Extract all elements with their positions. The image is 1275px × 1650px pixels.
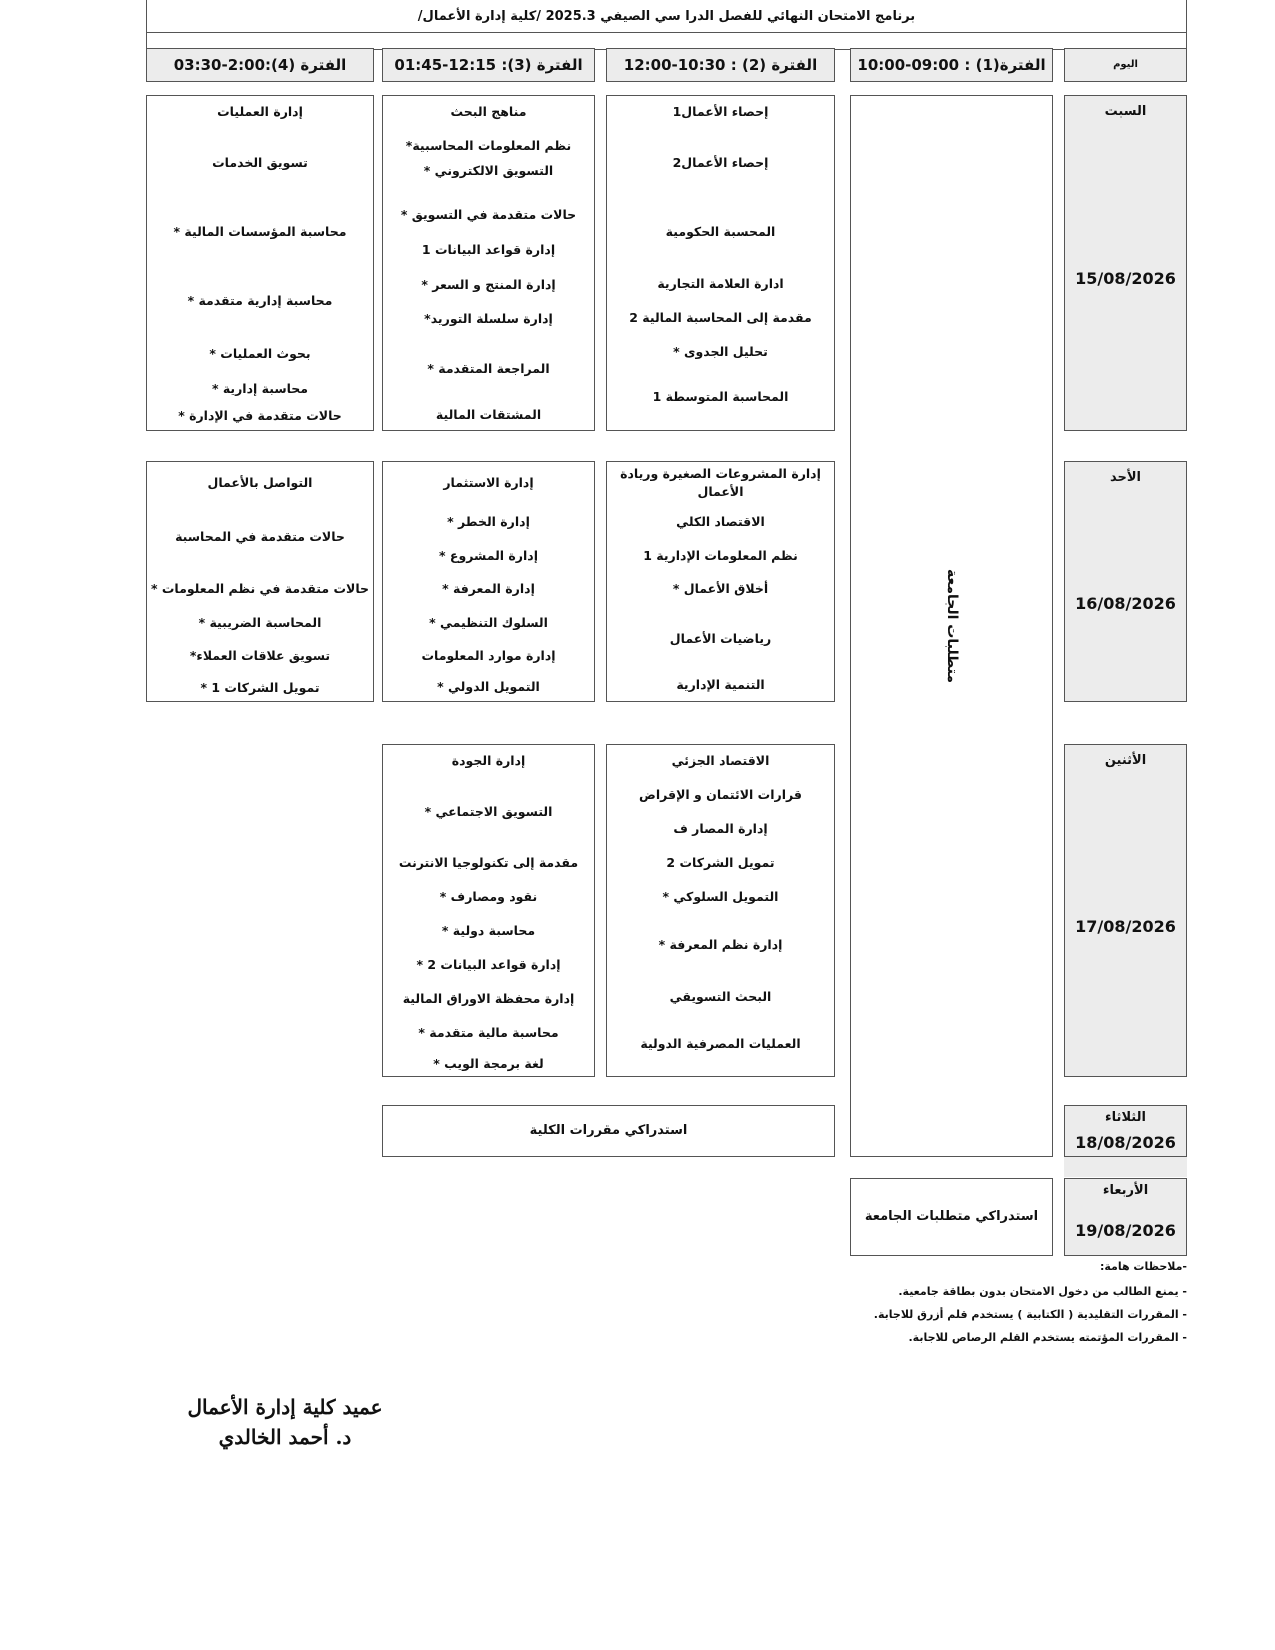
- course-item: إدارة الاستثمار: [443, 475, 534, 490]
- note-item: - يمنع الطالب من دخول الامتحان بدون بطاقة جامعية.: [898, 1285, 1187, 1298]
- course-item: مقدمة إلى تكنولوجيا الانترنت: [398, 855, 579, 870]
- header-period-1: الفترة(1) : 09:00-10:00: [850, 48, 1053, 82]
- course-item: إدارة محفظة الاوراق المالية: [402, 991, 575, 1006]
- page-title: برنامج الامتحان النهائي للفصل الدرا سي الصيفي 2025.3 /كلية إدارة الأعمال/: [146, 0, 1187, 33]
- course-item: إدارة المعرفة *: [442, 581, 535, 596]
- course-item: تسويق علاقات العملاء*: [189, 648, 331, 663]
- signature-block: [150, 1392, 420, 1456]
- cell-sunday-period-4: [146, 461, 374, 702]
- note-item: - المقررات التقليدية ( الكتابية ) يستخدم قلم أزرق للاجابة.: [873, 1308, 1187, 1321]
- course-item: إحصاء الأعمال1: [672, 104, 769, 119]
- course-item: التسويق الاجتماعي *: [424, 804, 553, 819]
- course-item: لغة برمجة الويب *: [433, 1056, 544, 1071]
- course-item: التمويل السلوكي *: [662, 889, 779, 904]
- cell-monday-period-3: [382, 744, 595, 1077]
- university-requirements-cell: [850, 95, 1053, 1157]
- course-item: المراجعة المتقدمة *: [427, 361, 550, 376]
- course-item: الاقتصاد الكلي: [676, 514, 765, 529]
- day-monday: [1064, 744, 1187, 1077]
- day-gap-shade: [1064, 1157, 1187, 1177]
- course-item: إدارة موارد المعلومات: [421, 648, 556, 663]
- day-date: 16/08/2026: [1075, 594, 1176, 613]
- signature-title: عميد كلية إدارة الأعمال: [187, 1395, 383, 1419]
- course-item: نظم المعلومات الإدارية 1: [643, 548, 798, 563]
- day-date: 19/08/2026: [1075, 1221, 1176, 1240]
- cell-sunday-period-2: [606, 461, 835, 702]
- course-item: تسويق الخدمات: [212, 155, 308, 170]
- course-item: حالات متقدمة في نظم المعلومات *: [150, 581, 370, 596]
- course-item: التسويق الالكتروني *: [423, 163, 554, 178]
- course-item: إدارة نظم المعرفة *: [658, 937, 783, 952]
- cell-sunday-period-3: [382, 461, 595, 702]
- wednesday-makeup-cell: استدراكي متطلبات الجامعة: [850, 1178, 1053, 1256]
- course-item: نقود ومصارف *: [439, 889, 538, 904]
- course-item: محاسبة المؤسسات المالية *: [173, 224, 347, 239]
- course-item: ادارة العلامة التجارية: [657, 276, 784, 291]
- course-item: رياضيات الأعمال: [669, 631, 772, 646]
- course-item: محاسبة دولية *: [441, 923, 536, 938]
- cell-saturday-period-4: [146, 95, 374, 431]
- header-day: اليوم: [1064, 48, 1187, 82]
- course-item: قرارات الائتمان و الإقراض: [639, 787, 802, 802]
- day-name: الأحد: [1109, 470, 1141, 485]
- course-item: نظم المعلومات المحاسبية*: [405, 138, 572, 153]
- course-item: مقدمة إلى المحاسبة المالية 2: [629, 310, 812, 325]
- course-item: إدارة المنتج و السعر *: [421, 277, 556, 292]
- course-item: إحصاء الأعمال2: [672, 155, 769, 170]
- tuesday-makeup-cell: استدراكي مقررات الكلية: [382, 1105, 835, 1157]
- course-item: تمويل الشركات 1 *: [200, 680, 320, 695]
- course-item: إدارة قواعد البيانات 1: [421, 242, 556, 257]
- day-name: الأثنين: [1104, 753, 1147, 768]
- course-item: إدارة الخطر *: [447, 514, 530, 529]
- day-date: 17/08/2026: [1075, 917, 1176, 936]
- course-item: العمليات المصرفية الدولية: [640, 1036, 801, 1051]
- course-item: السلوك التنظيمي *: [429, 615, 548, 630]
- university-requirements-label: متطلبات الجامعة: [943, 568, 960, 684]
- day-name: الثلاثاء: [1105, 1110, 1146, 1125]
- notes-section: [850, 1260, 1187, 1350]
- course-item: مناهج البحث: [450, 104, 527, 119]
- course-item: محاسبة إدارية متقدمة *: [187, 293, 333, 308]
- course-item: البحث التسويقي: [669, 989, 772, 1004]
- header-period-2: الفترة (2) : 10:30-12:00: [606, 48, 835, 82]
- notes-heading: -ملاحظات هامة:: [1099, 1260, 1187, 1273]
- day-date: 15/08/2026: [1075, 269, 1176, 288]
- day-sunday: [1064, 461, 1187, 702]
- course-item: تحليل الجدوى *: [673, 344, 768, 359]
- course-item: التمويل الدولي *: [437, 679, 540, 694]
- course-item: المحسبة الحكومية: [665, 224, 776, 239]
- course-item: أخلاق الأعمال *: [672, 581, 769, 596]
- course-item: تمويل الشركات 2: [666, 855, 775, 870]
- day-name: الأربعاء: [1102, 1183, 1149, 1198]
- day-name: السبت: [1104, 104, 1147, 119]
- course-item: محاسبة مالية متقدمة *: [418, 1025, 559, 1040]
- course-item: بحوث العمليات *: [209, 346, 311, 361]
- header-period-3: الفترة (3): 12:15-01:45: [382, 48, 595, 82]
- cell-monday-period-2: [606, 744, 835, 1077]
- day-date: 18/08/2026: [1075, 1133, 1176, 1152]
- course-item: الأعمال: [697, 484, 744, 499]
- course-item: التنمية الإدارية: [676, 677, 765, 692]
- course-item: حالات متقدمة في التسويق *: [400, 207, 577, 222]
- note-item: - المقررات المؤتمته يستخدم القلم الرصاص للاجابة.: [908, 1331, 1187, 1344]
- course-item: المحاسبة المتوسطة 1: [652, 389, 789, 404]
- course-item: إدارة المصار ف: [673, 821, 768, 836]
- cell-saturday-period-2: [606, 95, 835, 431]
- course-item: التواصل بالأعمال: [207, 475, 313, 490]
- course-item: محاسبة إدارية *: [211, 381, 309, 396]
- cell-saturday-period-3: [382, 95, 595, 431]
- day-saturday: [1064, 95, 1187, 431]
- course-item: إدارة المشروعات الصغيرة وريادة: [620, 466, 821, 481]
- day-tuesday: [1064, 1105, 1187, 1157]
- course-item: المحاسبة الضريبية *: [198, 615, 322, 630]
- course-item: إدارة المشروع *: [439, 548, 538, 563]
- signature-name: د. أحمد الخالدي: [218, 1425, 352, 1449]
- day-wednesday: [1064, 1178, 1187, 1256]
- course-item: إدارة العمليات: [217, 104, 303, 119]
- course-item: إدارة سلسلة التوريد*: [424, 311, 553, 326]
- course-item: حالات متقدمة في الإدارة *: [178, 408, 342, 423]
- course-item: إدارة قواعد البيانات 2 *: [416, 957, 561, 972]
- course-item: حالات متقدمة في المحاسبة: [175, 529, 345, 544]
- header-period-4: الفترة (4):2:00-03:30: [146, 48, 374, 82]
- course-item: الاقتصاد الجزئي: [671, 753, 770, 768]
- course-item: إدارة الجودة: [451, 753, 526, 768]
- course-item: المشتقات المالية: [435, 407, 542, 422]
